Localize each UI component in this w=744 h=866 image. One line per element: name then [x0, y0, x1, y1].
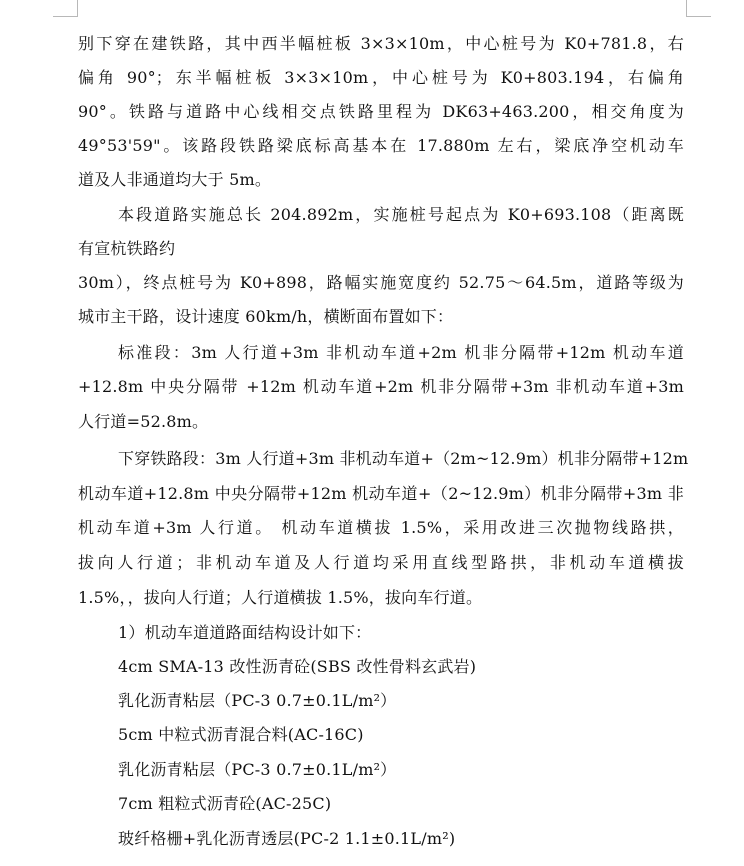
paragraph-3-line-1: 标准段：3m 人行道+3m 非机动车道+2m 机非分隔带+12m 机动车道	[118, 343, 684, 362]
paragraph-4-line-5: 1.5%，，拔向人行道；人行道横拔 1.5%，拔向车行道。	[78, 588, 483, 607]
paragraph-1-line-3: 90°。铁路与道路中心线相交点铁路里程为 DK63+463.200，相交角度为	[78, 102, 684, 121]
paragraph-4-line-2: 机动车道+12.8m 中央分隔带+12m 机动车道+（2~12.9m）机非分隔带+3m 非	[78, 484, 684, 503]
structure-layer-2: 乳化沥青粘层（PC-3 0.7±0.1L/m²）	[118, 691, 397, 710]
paragraph-2-line-2: 有宣杭铁路约	[78, 239, 176, 258]
paragraph-4-line-4: 拔向人行道；非机动车道及人行道均采用直线型路拱，非机动车道横拔	[78, 553, 684, 572]
structure-heading: 1）机动车道道路面结构设计如下：	[118, 623, 372, 642]
paragraph-3-line-2: +12.8m 中央分隔带 +12m 机动车道+2m 机非分隔带+3m 非机动车道+3m	[78, 377, 684, 396]
structure-layer-5: 7cm 粗粒式沥青砼(AC-25C)	[118, 794, 332, 813]
paragraph-1-line-1: 别下穿在建铁路，其中西半幅桩板 3×3×10m，中心桩号为 K0+781.8，右	[78, 34, 684, 53]
structure-layer-4: 乳化沥青粘层（PC-3 0.7±0.1L/m²）	[118, 760, 397, 779]
paragraph-1-line-4: 49°53'59"。该路段铁路梁底标高基本在 17.880m 左右，梁底净空机动车	[78, 136, 684, 155]
paragraph-4-line-3: 机动车道+3m 人行道。 机动车道横拔 1.5%，采用改进三次抛物线路拱，	[78, 518, 684, 537]
page-corner-mark-right	[686, 0, 711, 17]
structure-layer-6: 玻纤格栅+乳化沥青透层(PC-2 1.1±0.1L/m²)	[118, 829, 456, 848]
structure-layer-3: 5cm 中粒式沥青混合料(AC-16C)	[118, 725, 364, 744]
paragraph-1-line-2: 偏角 90°；东半幅桩板 3×3×10m，中心桩号为 K0+803.194，右偏角	[78, 68, 684, 87]
paragraph-4-line-1: 下穿铁路段：3m 人行道+3m 非机动车道+（2m~12.9m）机非分隔带+12m	[118, 449, 689, 468]
structure-layer-1: 4cm SMA-13 改性沥青砼(SBS 改性骨料玄武岩)	[118, 657, 477, 676]
paragraph-3-line-3: 人行道=52.8m。	[78, 412, 209, 431]
paragraph-2-line-4: 城市主干路，设计速度 60km/h，横断面布置如下：	[78, 307, 454, 326]
paragraph-2-line-3: 30m），终点桩号为 K0+898，路幅实施宽度约 52.75～64.5m，道路等级为	[78, 273, 684, 292]
page-corner-mark-left	[53, 0, 78, 17]
paragraph-1-line-5: 道及人非通道均大于 5m。	[78, 170, 272, 189]
paragraph-2-line-1: 本段道路实施总长 204.892m，实施桩号起点为 K0+693.108（距离既	[118, 205, 684, 224]
